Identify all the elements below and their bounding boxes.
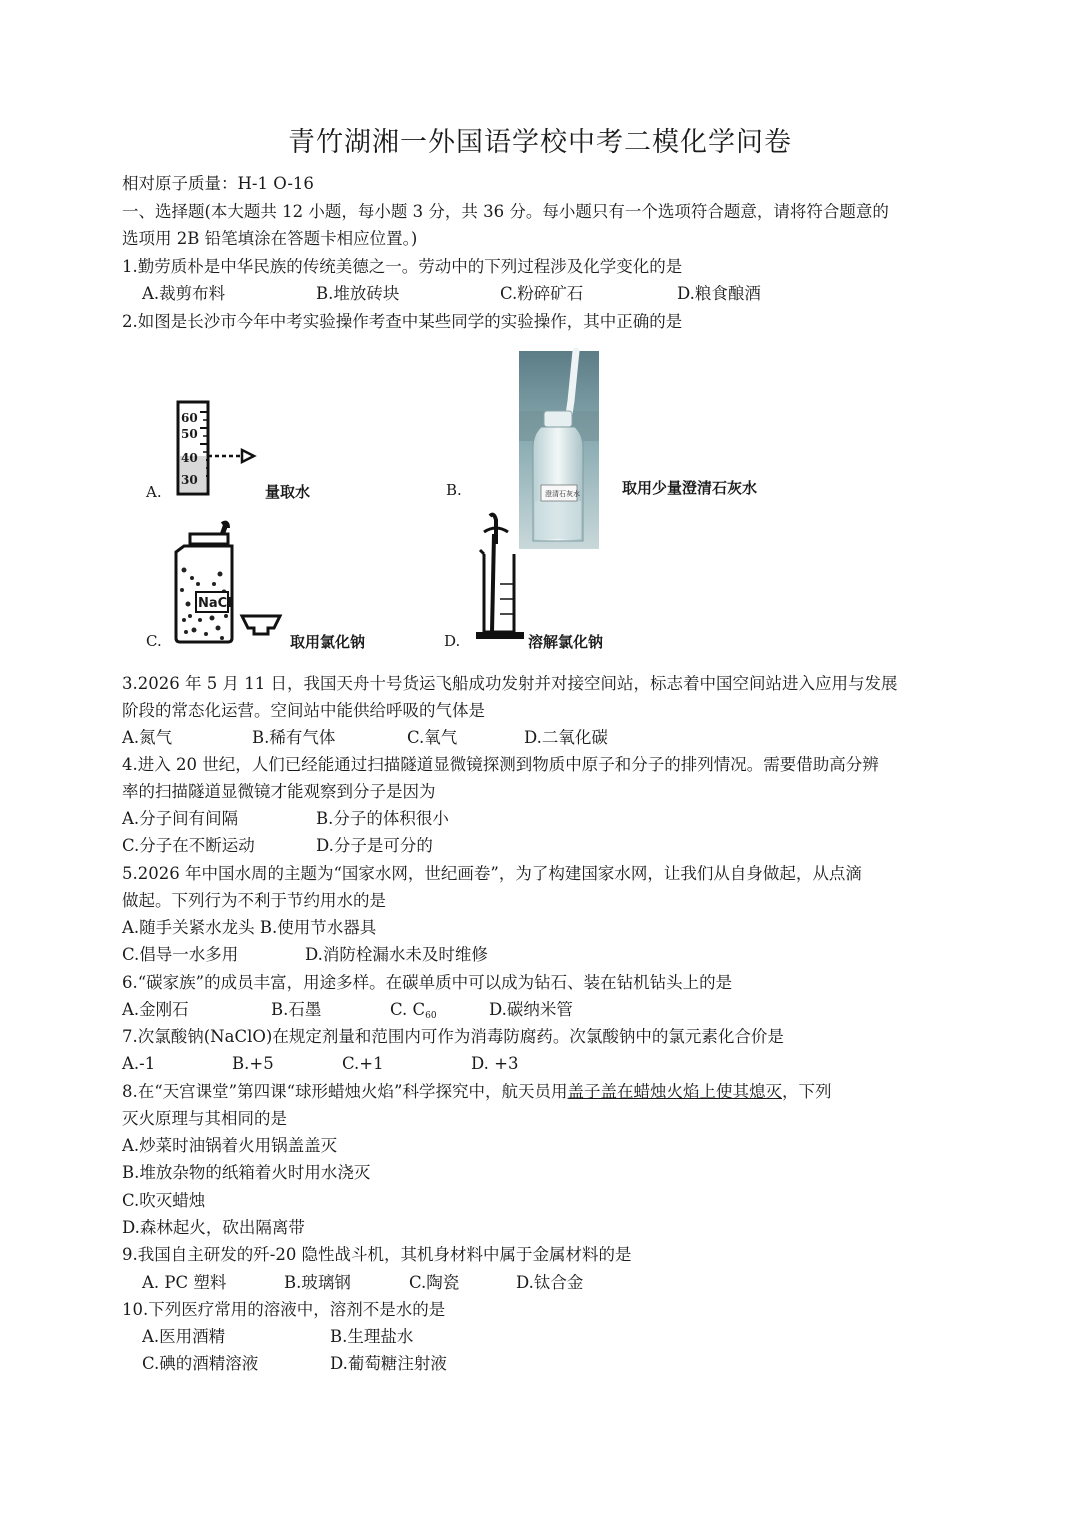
section-instructions-line2: 选项用 2B 铅笔填涂在答题卡相应位置。) (122, 229, 418, 248)
section-instructions-line1: 一、选择题(本大题共 12 小题，每小题 3 分，共 36 分。每小题只有一个选项符合题意，请将符合题意的 (122, 202, 889, 221)
fig-a-letter: A. (146, 483, 162, 501)
q8-option-b: B.堆放杂物的纸箱着火时用水浇灭 (122, 1163, 371, 1182)
q6-option-c-text: C. C (390, 1000, 426, 1019)
fig-b-letter: B. (446, 481, 462, 499)
tick-label-50: 50 (181, 427, 198, 441)
q8-line1-underlined: 盖子盖在蜡烛火焰上使其熄灭 (567, 1082, 782, 1101)
q3-option-c: C.氧气 (407, 728, 458, 747)
question-6-stem: 6.“碳家族”的成员丰富，用途多样。在碳单质中可以成为钻石、装在钻机钻头上的是 (122, 973, 733, 992)
q8-line1-post: ，下列 (781, 1082, 832, 1101)
question-1-stem: 1.勤劳质朴是中华民族的传统美德之一。劳动中的下列过程涉及化学变化的是 (122, 257, 683, 276)
q9-option-d: D.钛合金 (516, 1273, 584, 1292)
q8-option-d: D.森林起火，砍出隔离带 (122, 1218, 305, 1237)
q6-option-b: B.石墨 (271, 1000, 322, 1019)
q10-option-d: D.葡萄糖注射液 (330, 1354, 447, 1373)
q5-option-c: C.倡导一水多用 (122, 945, 239, 964)
q7-option-c: C.+1 (342, 1054, 384, 1073)
question-5-line1: 5.2026 年中国水周的主题为“国家水网，世纪画卷”，为了构建国家水网，让我们从自身做起，从点滴 (122, 864, 862, 883)
q5-option-ab: A.随手关紧水龙头 B.使用节水器具 (122, 918, 377, 937)
q3-option-d: D.二氧化碳 (524, 728, 608, 747)
question-2-stem: 2.如图是长沙市今年中考实验操作考查中某些同学的实验操作，其中正确的是 (122, 312, 683, 331)
question-8-line2: 灭火原理与其相同的是 (122, 1109, 287, 1128)
question-10-stem: 10.下列医疗常用的溶液中，溶剂不是水的是 (122, 1300, 446, 1319)
q4-option-c: C.分子在不断运动 (122, 836, 255, 855)
q1-option-c: C.粉碎矿石 (500, 284, 584, 303)
q10-option-c: C.碘的酒精溶液 (142, 1354, 259, 1373)
q7-option-d: D. +3 (471, 1054, 519, 1073)
fig-a-caption: 量取水 (265, 483, 311, 501)
page-title: 青竹湖湘一外国语学校中考二模化学问卷 (288, 127, 792, 158)
nacl-label-text: NaCl (198, 596, 232, 611)
q6-option-d: D.碳纳米管 (489, 1000, 573, 1019)
fig-c-caption: 取用氯化钠 (290, 633, 366, 651)
fig-d-caption: 溶解氯化钠 (528, 633, 604, 651)
question-9-stem: 9.我国自主研发的歼-20 隐性战斗机，其机身材料中属于金属材料的是 (122, 1245, 632, 1264)
beaker-stirring-figure (470, 514, 530, 644)
question-7-stem: 7.次氯酸钠(NaClO)在规定剂量和范围内可作为消毒防腐药。次氯酸钠中的氯元素化合价是 (122, 1027, 784, 1046)
fig-d-letter: D. (444, 632, 461, 650)
q8-option-c: C.吹灭蜡烛 (122, 1191, 206, 1210)
question-4-line1: 4.进入 20 世纪，人们已经能通过扫描隧道显微镜探测到物质中原子和分子的排列情况。需要借助高分辨 (122, 755, 879, 774)
q9-option-b: B.玻璃钢 (284, 1273, 351, 1292)
question-3-line1: 3.2026 年 5 月 11 日，我国天舟十号货运飞船成功发射并对接空间站，标志着中国空间站进入应用与发展 (122, 674, 898, 693)
q7-option-a: A.-1 (122, 1054, 156, 1073)
atomic-mass-note: 相对原子质量：H-1 O-16 (122, 174, 314, 193)
q3-option-b: B.稀有气体 (252, 728, 336, 747)
q1-option-a: A.裁剪布料 (142, 284, 226, 303)
question-5-line2: 做起。下列行为不利于节约用水的是 (122, 891, 386, 910)
q9-option-c: C.陶瓷 (409, 1273, 460, 1292)
tick-label-40: 40 (181, 451, 198, 465)
q1-option-b: B.堆放砖块 (316, 284, 400, 303)
q5-option-d: D.消防栓漏水未及时维修 (305, 945, 488, 964)
question-8-line1 (122, 1081, 831, 1103)
q10-option-a: A.医用酒精 (142, 1327, 226, 1346)
q6-option-c-subscript: 60 (425, 1011, 437, 1021)
q6-option-a: A.金刚石 (122, 1000, 189, 1019)
q7-option-b: B.+5 (232, 1054, 274, 1073)
q8-option-a: A.炒菜时油锅着火用锅盖盖灭 (122, 1136, 338, 1155)
question-3-line2: 阶段的常态化运营。空间站中能供给呼吸的气体是 (122, 701, 485, 720)
q3-option-a: A.氮气 (122, 728, 173, 747)
question-4-line2: 率的扫描隧道显微镜才能观察到分子是因为 (122, 782, 436, 801)
q6-option-c (390, 999, 437, 1027)
q9-option-a: A. PC 塑料 (142, 1273, 227, 1292)
nacl-bottle-figure (170, 520, 290, 645)
dropper-bottle-photo (519, 351, 599, 549)
tick-label-60: 60 (181, 411, 198, 425)
q4-option-a: A.分子间有间隔 (122, 809, 239, 828)
bottle-label-text: 澄清石灰水 (545, 490, 580, 498)
fig-c-letter: C. (146, 632, 162, 650)
fig-b-caption: 取用少量澄清石灰水 (622, 479, 758, 497)
q8-line1-pre: 8.在“天宫课堂”第四课“球形蜡烛火焰”科学探究中，航天员用 (122, 1082, 568, 1101)
q4-option-d: D.分子是可分的 (316, 836, 433, 855)
q4-option-b: B.分子的体积很小 (316, 809, 449, 828)
tick-label-30: 30 (181, 473, 198, 487)
q10-option-b: B.生理盐水 (330, 1327, 414, 1346)
q1-option-d: D.粮食酿酒 (677, 284, 761, 303)
